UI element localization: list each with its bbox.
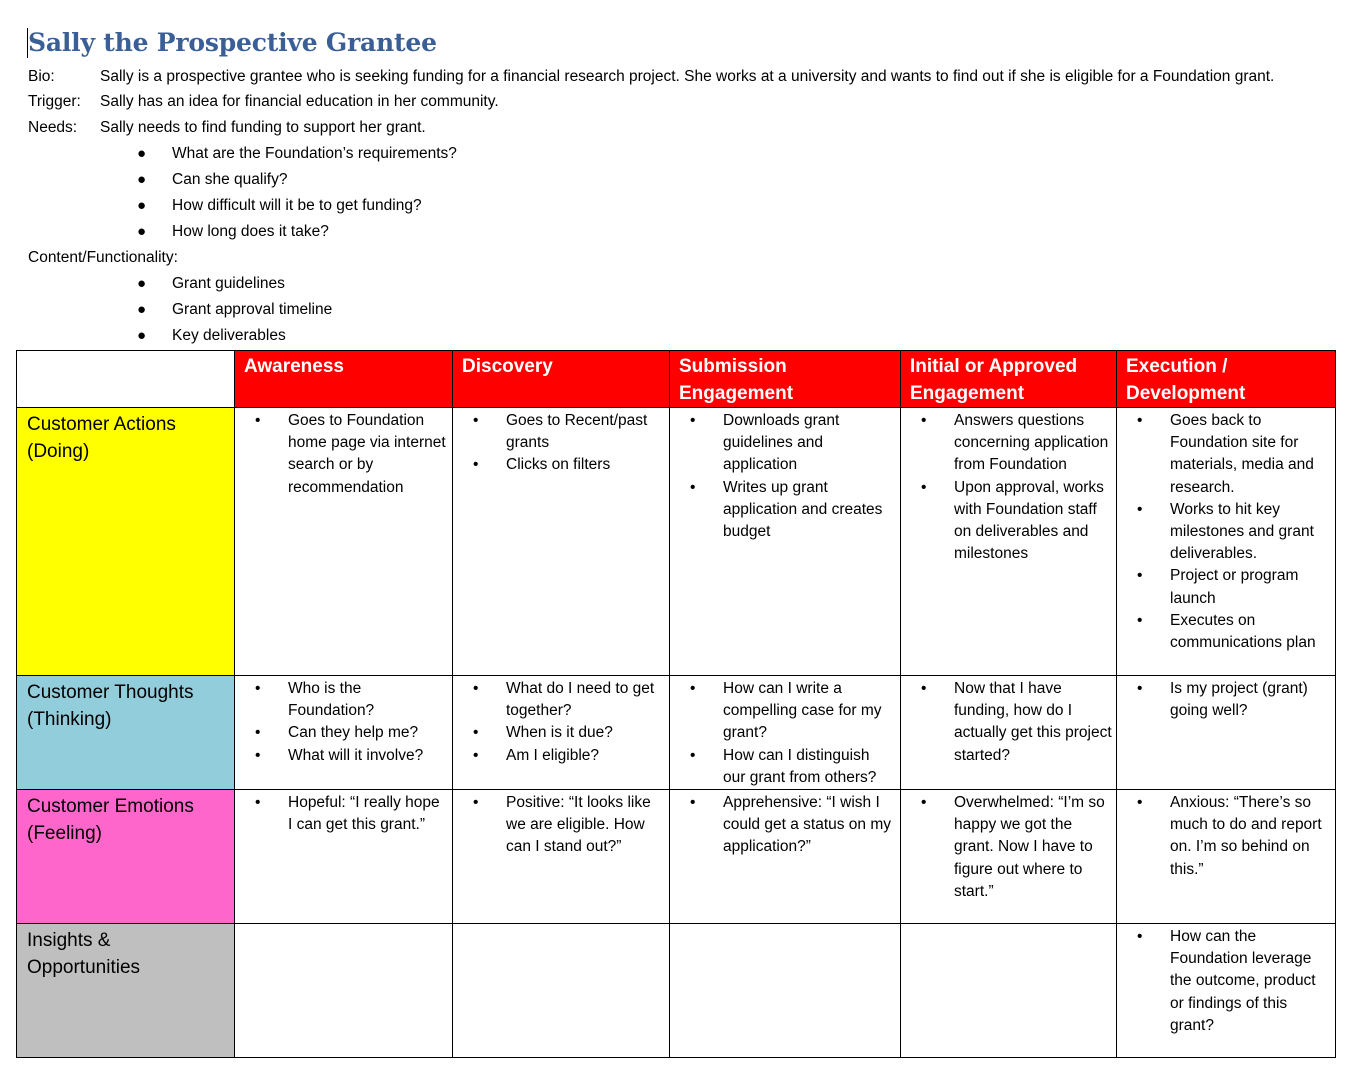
- list-item: • Now that I have funding, how do I actually get this project started?: [901, 678, 1112, 767]
- list-item: • How can the Foundation leverage the outcome, product or findings of this grant?: [1117, 926, 1331, 1037]
- row-subtitle: (Doing): [27, 441, 90, 462]
- trigger-label: Trigger:: [28, 93, 81, 110]
- row-header-insights: [17, 924, 235, 1058]
- row-header-doing: [17, 408, 235, 676]
- list-item: • Anxious: “There’s so much to do and report on. I’m so behind on this.”: [1117, 792, 1331, 881]
- row-title: Customer Actions: [27, 414, 176, 435]
- row-feeling: [17, 790, 1336, 924]
- cell-insights-discovery: [453, 924, 670, 1058]
- list-item: • How can I distinguish our grant from others?: [670, 745, 896, 789]
- list-item: • Who is the Foundation?: [235, 678, 448, 722]
- row-title: Customer Emotions: [27, 796, 194, 818]
- stage-header-initial-approved: Initial or Approved Engagement: [901, 351, 1117, 408]
- row-header-feeling: [17, 790, 235, 924]
- cell-insights-submission: [670, 924, 901, 1058]
- bio-text: Sally is a prospective grantee who is seeking funding for a financial research project. She works at a university and wants to find out if she is eligible for a Foundation grant.: [100, 68, 1275, 85]
- cell-thinking-awareness: [235, 676, 453, 790]
- row-subtitle: (Feeling): [27, 823, 102, 845]
- cell-doing-awareness: [235, 408, 453, 676]
- list-item: • What do I need to get together?: [453, 678, 665, 722]
- list-item: • Downloads grant guidelines and application: [670, 410, 896, 477]
- list-item: • Clicks on filters: [453, 454, 665, 476]
- row-header-thinking: [17, 676, 235, 790]
- row-insights: [17, 924, 1336, 1058]
- cell-feeling-awareness: [235, 790, 453, 924]
- list-item: • Apprehensive: “I wish I could get a status on my application?”: [670, 792, 896, 859]
- row-doing: [17, 408, 1336, 676]
- cell-feeling-discovery: [453, 790, 670, 924]
- bullet-icon: ●: [137, 275, 147, 292]
- needs-item-text: How difficult will it be to get funding?: [172, 197, 422, 214]
- list-item: • Goes to Recent/past grants: [453, 410, 665, 454]
- bullet-icon: ●: [137, 223, 147, 240]
- list-item: • Answers questions concerning application from Foundation: [901, 410, 1112, 477]
- content-item-text: Grant approval timeline: [172, 301, 333, 318]
- bullet-icon: ●: [137, 145, 147, 162]
- needs-label: Needs:: [28, 119, 78, 136]
- stage-header-discovery: Discovery: [453, 351, 670, 408]
- content-label: Content/Functionality:: [28, 249, 178, 266]
- page-title: Sally the Prospective Grantee: [28, 28, 437, 57]
- row-subtitle: (Thinking): [27, 709, 112, 730]
- trigger-text: Sally has an idea for financial education in her community.: [100, 93, 499, 110]
- cell-doing-initial: [901, 408, 1117, 676]
- stage-header-row: [17, 351, 1336, 408]
- list-item: • Project or program launch: [1117, 565, 1331, 609]
- needs-text: Sally needs to find funding to support her grant.: [100, 119, 426, 136]
- cell-doing-submission: [670, 408, 901, 676]
- cell-insights-execution: [1117, 924, 1336, 1058]
- cell-doing-discovery: [453, 408, 670, 676]
- bullet-icon: ●: [137, 197, 147, 214]
- list-item: • Upon approval, works with Foundation staff on deliverables and milestones: [901, 477, 1112, 566]
- list-item: • Can they help me?: [235, 722, 448, 744]
- content-item-text: Grant guidelines: [172, 275, 285, 292]
- cell-feeling-submission: [670, 790, 901, 924]
- bio-label: Bio:: [28, 68, 55, 85]
- cell-thinking-discovery: [453, 676, 670, 790]
- list-item: • Goes back to Foundation site for materials, media and research.: [1117, 410, 1331, 499]
- cell-insights-awareness: [235, 924, 453, 1058]
- cell-doing-execution: [1117, 408, 1336, 676]
- cell-thinking-initial: [901, 676, 1117, 790]
- row-title: Customer Thoughts: [27, 682, 194, 703]
- bullet-icon: ●: [137, 327, 147, 344]
- needs-item-text: What are the Foundation’s requirements?: [172, 145, 457, 162]
- list-item: • Executes on communications plan: [1117, 610, 1331, 654]
- bullet-icon: ●: [137, 301, 147, 318]
- cell-feeling-initial: [901, 790, 1117, 924]
- list-item: • Hopeful: “I really hope I can get this grant.”: [235, 792, 448, 836]
- list-item: • Positive: “It looks like we are eligible. How can I stand out?”: [453, 792, 665, 859]
- list-item: • What will it involve?: [235, 745, 448, 767]
- content-item-text: Key deliverables: [172, 327, 286, 344]
- row-subtitle: Opportunities: [27, 957, 141, 979]
- needs-item-text: Can she qualify?: [172, 171, 288, 188]
- list-item: • Overwhelmed: “I’m so happy we got the grant. Now I have to figure out where to start.”: [901, 792, 1112, 903]
- stage-header-execution: Execution / Development: [1117, 351, 1336, 408]
- stage-header-submission: Submission Engagement: [670, 351, 901, 408]
- list-item: • When is it due?: [453, 722, 665, 744]
- list-item: • Writes up grant application and creates budget: [670, 477, 896, 544]
- bullet-icon: ●: [137, 171, 147, 188]
- row-thinking: [17, 676, 1336, 790]
- table-corner: [17, 351, 235, 408]
- cell-thinking-execution: [1117, 676, 1336, 790]
- needs-item-text: How long does it take?: [172, 223, 329, 240]
- list-item: • Am I eligible?: [453, 745, 665, 767]
- journey-map-table: [16, 350, 1336, 1058]
- cell-insights-initial: [901, 924, 1117, 1058]
- list-item: • How can I write a compelling case for my grant?: [670, 678, 896, 745]
- cell-thinking-submission: [670, 676, 901, 790]
- stage-header-awareness: Awareness: [235, 351, 453, 408]
- list-item: • Goes to Foundation home page via internet search or by recommendation: [235, 410, 448, 499]
- list-item: • Works to hit key milestones and grant deliverables.: [1117, 499, 1331, 566]
- list-item: • Is my project (grant) going well?: [1117, 678, 1331, 722]
- row-title: Insights &: [27, 930, 111, 952]
- cell-feeling-execution: [1117, 790, 1336, 924]
